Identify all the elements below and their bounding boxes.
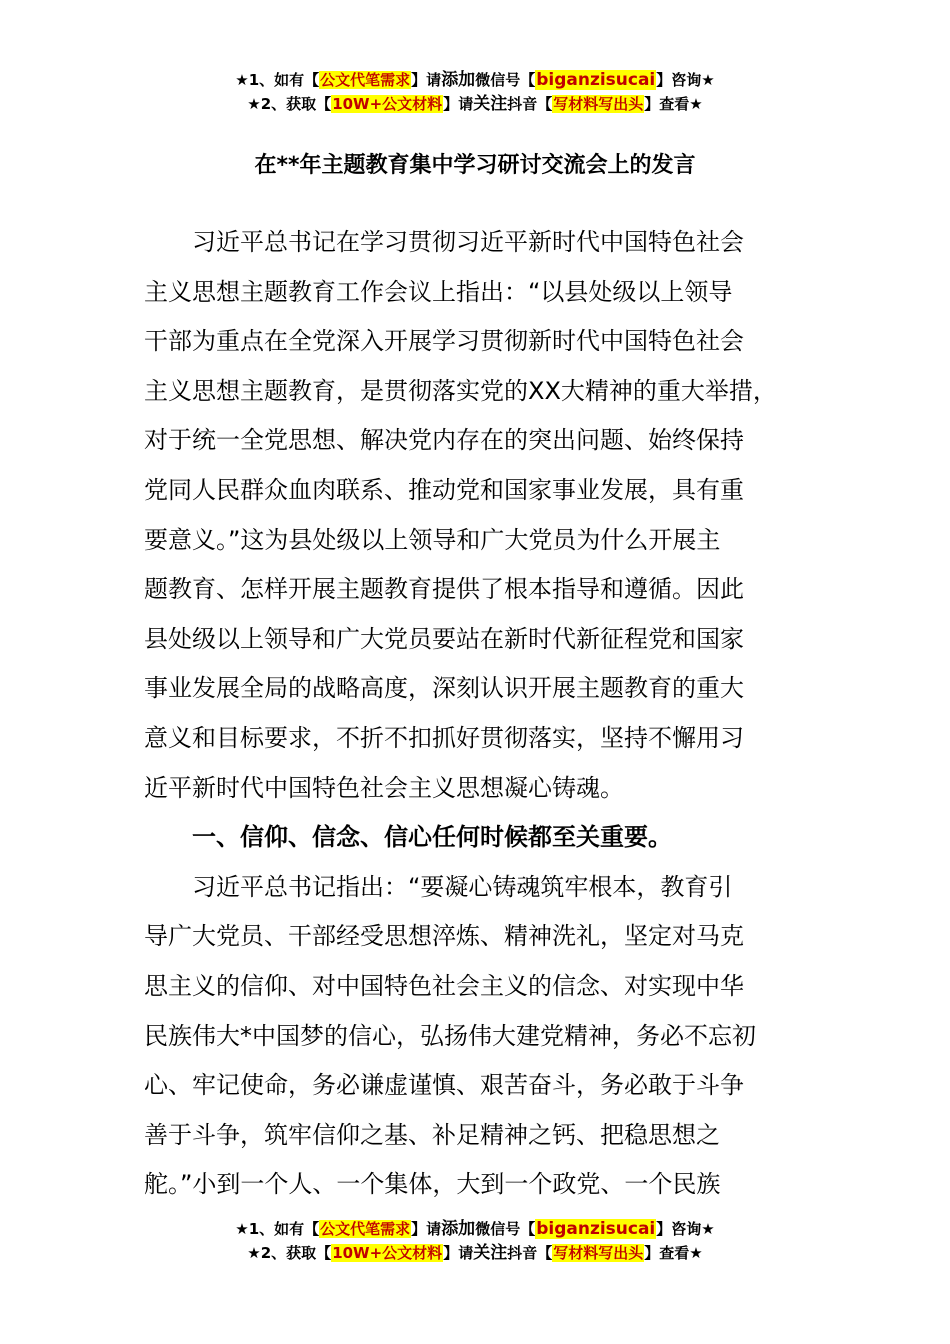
banner-text: ★2、获取【 xyxy=(247,1244,332,1262)
banner-text: 】查看★ xyxy=(644,1244,703,1262)
body-line: 意义和目标要求，不折不扣抓好贯彻落实，坚持不懈用习 xyxy=(144,723,744,752)
body-line: 主义思想主题教育工作会议上指出：“以县处级以上领导 xyxy=(144,277,733,306)
banner-text: 抖音【 xyxy=(507,1244,553,1262)
body-line: 题教育、怎样开展主题教育提供了根本指导和遵循。因此 xyxy=(144,575,744,604)
body-line: 习近平总书记在学习贯彻习近平新时代中国特色社会 xyxy=(144,228,744,256)
body-line: 要意义。”这为县处级以上领导和广大党员为什么开展主 xyxy=(144,525,721,554)
highlight-tag: 公文代笔需求 xyxy=(320,71,411,89)
body-line: 党同人民群众血肉联系、推动党和国家事业发展，具有重 xyxy=(144,475,744,504)
footer-banner xyxy=(0,1217,950,1265)
banner-text: ★1、如有【 xyxy=(235,71,320,89)
banner-text: 】请 xyxy=(411,71,442,89)
section-heading: 一、信仰、信念、信心任何时候都至关重要。 xyxy=(144,823,672,852)
banner-text: ★1、如有【 xyxy=(235,1220,320,1238)
banner-text: ★2、获取【 xyxy=(247,95,332,113)
banner-emphasis: 添加 xyxy=(441,70,476,90)
banner-text: 】查看★ xyxy=(644,95,703,113)
body-line: 对于统一全党思想、解决党内存在的突出问题、始终保持 xyxy=(144,426,744,455)
highlight-tag: 10W+公文材料 xyxy=(332,95,443,113)
highlight-tag: 公文代笔需求 xyxy=(320,1220,411,1238)
body-line: 思主义的信仰、对中国特色社会主义的信念、对实现中华 xyxy=(144,971,744,1000)
body-line: 主义思想主题教育，是贯彻落实党的XX大精神的重大举措， xyxy=(144,376,777,405)
body-line: 舵。”小到一个人、一个集体，大到一个政党、一个民族 xyxy=(144,1170,721,1199)
banner-text: 】请 xyxy=(443,95,474,113)
banner-line-2 xyxy=(0,92,950,116)
banner-text: 】请 xyxy=(443,1244,474,1262)
banner-emphasis: 关注 xyxy=(473,94,508,114)
banner-emphasis: 关注 xyxy=(473,1243,508,1263)
document-body xyxy=(144,218,824,1210)
banner-line-1 xyxy=(0,68,950,92)
document-title: 在**年主题教育集中学习研讨交流会上的发言 xyxy=(254,153,696,178)
banner-line-2 xyxy=(0,1241,950,1265)
banner-text: 抖音【 xyxy=(507,95,553,113)
body-line: 习近平总书记指出：“要凝心铸魂筑牢根本，教育引 xyxy=(144,872,733,901)
body-line: 县处级以上领导和广大党员要站在新时代新征程党和国家 xyxy=(144,624,744,653)
highlight-tag: 10W+公文材料 xyxy=(332,1244,443,1262)
wechat-id-tag: biganzisucai xyxy=(536,70,656,90)
banner-text: 】请 xyxy=(411,1220,442,1238)
body-line: 导广大党员、干部经受思想淬炼、精神洗礼，坚定对马克 xyxy=(144,922,744,951)
banner-text: 微信号【 xyxy=(475,71,536,89)
banner-text: 】咨询★ xyxy=(656,1220,715,1238)
banner-emphasis: 添加 xyxy=(441,1219,476,1239)
banner-line-1 xyxy=(0,1217,950,1241)
body-line: 心、牢记使命，务必谦虚谨慎、艰苦奋斗，务必敢于斗争 xyxy=(144,1071,744,1100)
body-line: 善于斗争，筑牢信仰之基、补足精神之钙、把稳思想之 xyxy=(144,1120,720,1149)
body-line: 事业发展全局的战略高度，深刻认识开展主题教育的重大 xyxy=(144,674,744,703)
douyin-id-tag: 写材料写出头 xyxy=(553,95,644,113)
wechat-id-tag: biganzisucai xyxy=(536,1219,656,1239)
body-line: 近平新时代中国特色社会主义思想凝心铸魂。 xyxy=(144,773,624,802)
body-line: 民族伟大*中国梦的信心，弘扬伟大建党精神，务必不忘初 xyxy=(144,1021,756,1050)
banner-text: 】咨询★ xyxy=(656,71,715,89)
banner-text: 微信号【 xyxy=(475,1220,536,1238)
header-banner xyxy=(0,68,950,116)
douyin-id-tag: 写材料写出头 xyxy=(553,1244,644,1262)
body-line: 干部为重点在全党深入开展学习贯彻新时代中国特色社会 xyxy=(144,327,744,356)
